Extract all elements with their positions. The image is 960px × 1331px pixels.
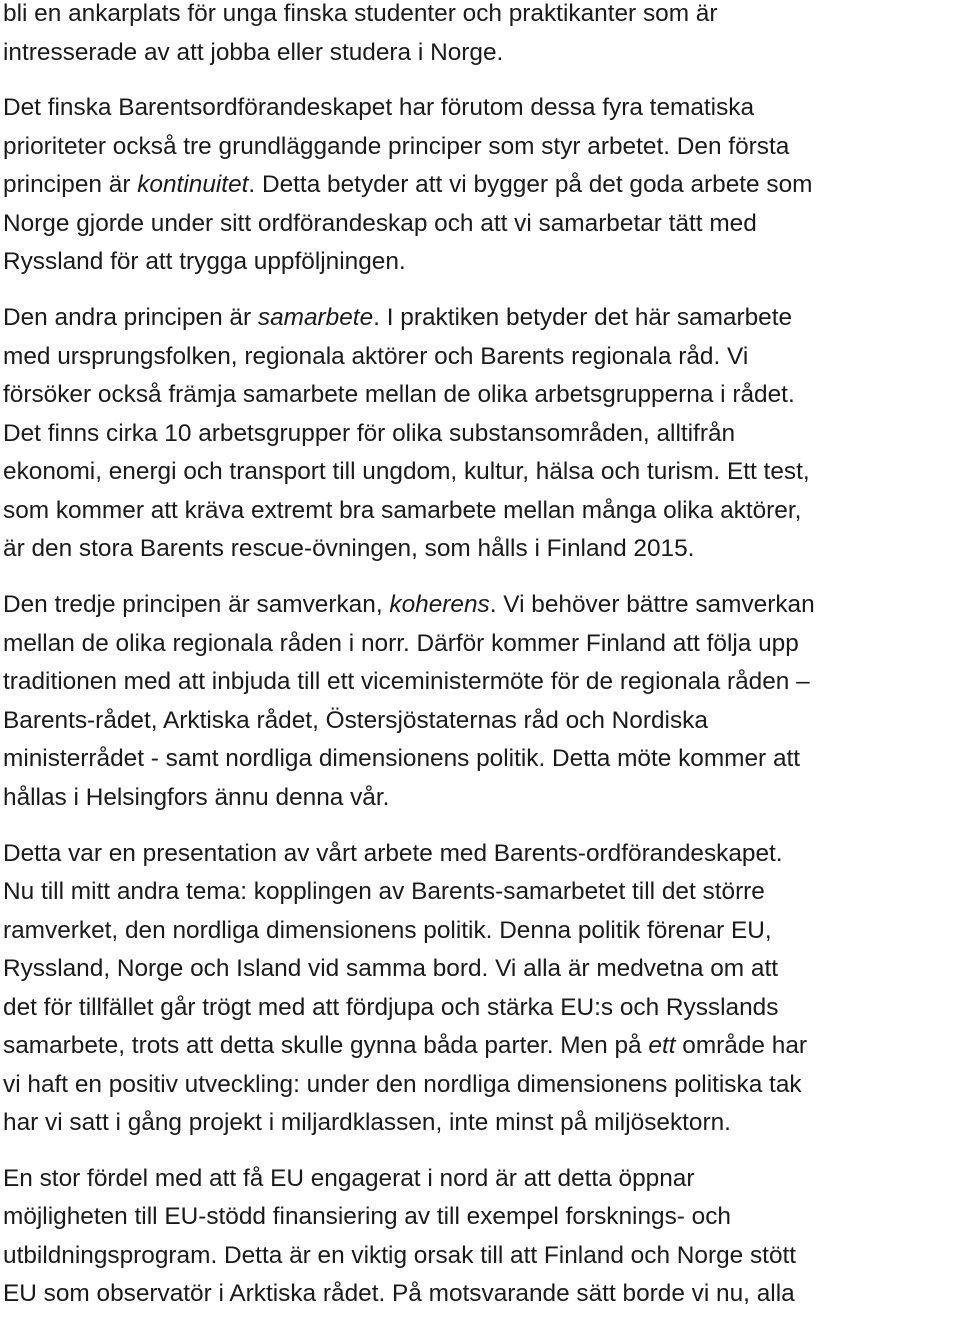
text-segment: Den andra principen är <box>3 304 258 332</box>
text-segment: . Vi behöver bättre samverkan <box>489 591 815 619</box>
text-line <box>3 1027 960 1066</box>
text-segment: intresserade av att jobba eller studera i Norge. <box>3 38 504 66</box>
text-line <box>3 376 960 415</box>
text-segment: är den stora Barents rescue-övningen, som hålls i Finland 2015. <box>3 535 695 563</box>
text-line <box>3 835 960 874</box>
text-segment: Norge gjorde under sitt ordförandeskap och att vi samarbetar tätt med <box>3 209 757 237</box>
text-line <box>3 586 960 625</box>
paragraph <box>3 1160 960 1314</box>
text-line <box>3 338 960 377</box>
text-line <box>3 243 960 282</box>
text-segment: . I praktiken betyder det här samarbete <box>373 304 793 332</box>
document-page <box>3 0 960 1331</box>
text-segment: principen är <box>3 171 138 199</box>
text-segment: traditionen med att inbjuda till ett viceministermöte för de regionala råden – <box>3 668 810 696</box>
text-segment: Ryssland för att trygga uppföljningen. <box>3 248 406 276</box>
text-segment: Den tredje principen är samverkan, <box>3 591 390 619</box>
text-line <box>3 1160 960 1199</box>
text-segment: möjligheten till EU-stödd finansiering av till exempel forsknings- och <box>3 1203 731 1231</box>
text-line <box>3 625 960 664</box>
text-segment: mellan de olika regionala råden i norr. Därför kommer Finland att följa upp <box>3 629 799 657</box>
text-line <box>3 740 960 779</box>
text-line <box>3 34 960 73</box>
text-line <box>3 1066 960 1105</box>
text-segment: prioriteter också tre grundläggande principer som styr arbetet. Den första <box>3 132 790 160</box>
text-segment: som kommer att kräva extremt bra samarbete mellan många olika aktörer, <box>3 496 802 524</box>
text-segment: vi haft en positiv utveckling: under den nordliga dimensionens politiska tak <box>3 1070 802 1098</box>
text-line <box>3 702 960 741</box>
text-segment: med ursprungsfolken, regionala aktörer och Barents regionala råd. Vi <box>3 342 749 370</box>
paragraph <box>3 586 960 817</box>
text-segment: ekonomi, energi och transport till ungdom, kultur, hälsa och turism. Ett test, <box>3 458 810 486</box>
text-line <box>3 415 960 454</box>
italic-term: samarbete <box>257 304 374 332</box>
text-segment: Barents-rådet, Arktiska rådet, Östersjöstaternas råd och Nordiska <box>3 706 708 734</box>
text-line <box>3 1198 960 1237</box>
text-segment: . Detta betyder att vi bygger på det goda arbete som <box>248 171 813 199</box>
text-line <box>3 950 960 989</box>
text-segment: EU som observatör i Arktiska rådet. På motsvarande sätt borde vi nu, alla <box>3 1280 795 1308</box>
text-line <box>3 453 960 492</box>
paragraph <box>3 0 960 72</box>
text-line <box>3 912 960 951</box>
text-line <box>3 299 960 338</box>
text-line <box>3 166 960 205</box>
text-line <box>3 1237 960 1276</box>
text-segment: En stor fördel med att få EU engagerat i nord är att detta öppnar <box>3 1164 695 1192</box>
text-line <box>3 530 960 569</box>
text-segment: hållas i Helsingfors ännu denna vår. <box>3 783 390 811</box>
text-segment: område har <box>675 1032 808 1060</box>
paragraph <box>3 299 960 569</box>
text-segment: ramverket, den nordliga dimensionens politik. Denna politik förenar EU, <box>3 916 772 944</box>
text-segment: Det finns cirka 10 arbetsgrupper för olika substansområden, alltifrån <box>3 419 736 447</box>
text-line <box>3 989 960 1028</box>
paragraph <box>3 835 960 1143</box>
text-segment: utbildningsprogram. Detta är en viktig orsak till att Finland och Norge stött <box>3 1241 797 1269</box>
italic-term: ett <box>648 1032 676 1060</box>
text-segment: har vi satt i gång projekt i miljardklassen, inte minst på miljösektorn. <box>3 1109 731 1137</box>
text-segment: bli en ankarplats för unga finska studenter och praktikanter som är <box>3 0 718 27</box>
italic-term: kontinuitet <box>137 171 249 199</box>
text-line <box>3 779 960 818</box>
text-line <box>3 663 960 702</box>
text-segment: Ryssland, Norge och Island vid samma bord. Vi alla är medvetna om att <box>3 955 778 983</box>
text-line <box>3 1275 960 1314</box>
text-line <box>3 873 960 912</box>
text-segment: försöker också främja samarbete mellan de olika arbetsgrupperna i rådet. <box>3 381 795 409</box>
paragraph <box>3 89 960 282</box>
text-line <box>3 0 960 34</box>
text-line <box>3 205 960 244</box>
text-segment: Det finska Barentsordförandeskapet har förutom dessa fyra tematiska <box>3 94 755 122</box>
italic-term: koherens <box>389 591 490 619</box>
text-line <box>3 89 960 128</box>
text-segment: Nu till mitt andra tema: kopplingen av Barents-samarbetet till det större <box>3 878 765 906</box>
text-segment: Detta var en presentation av vårt arbete med Barents-ordförandeskapet. <box>3 839 783 867</box>
text-segment: ministerrådet - samt nordliga dimensionens politik. Detta möte kommer att <box>3 745 801 773</box>
text-segment: det för tillfället går trögt med att fördjupa och stärka EU:s och Rysslands <box>3 993 779 1021</box>
text-segment: samarbete, trots att detta skulle gynna båda parter. Men på <box>3 1032 649 1060</box>
text-line <box>3 1104 960 1143</box>
text-line <box>3 128 960 167</box>
text-line <box>3 492 960 531</box>
